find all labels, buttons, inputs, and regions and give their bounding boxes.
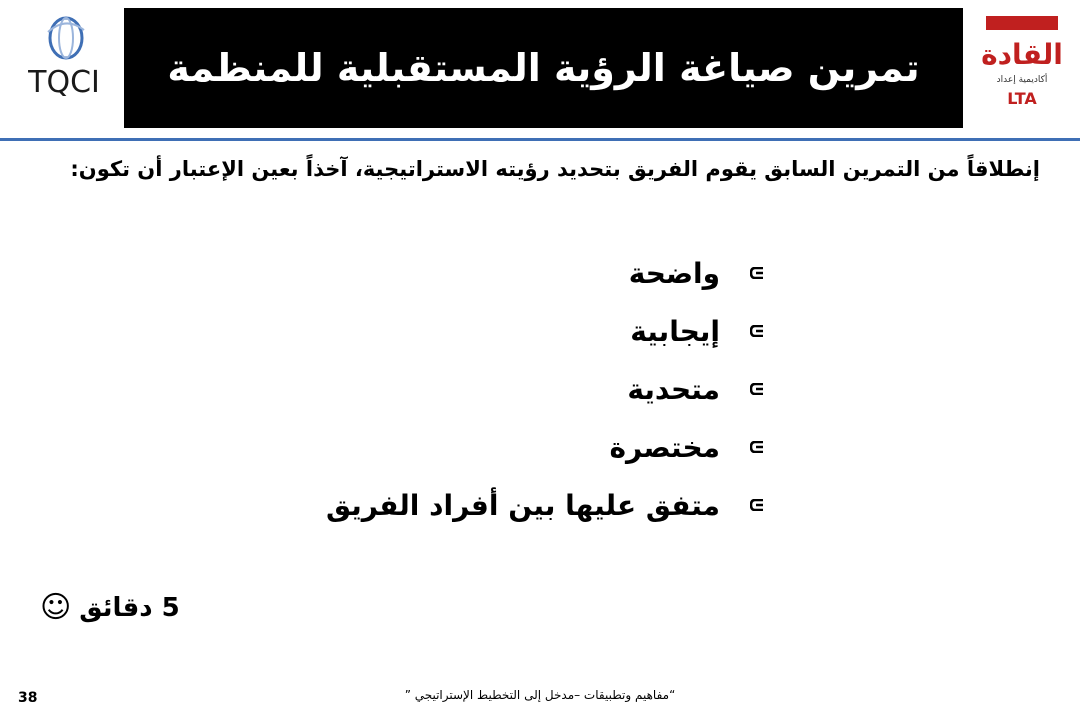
page-number: 38: [18, 690, 38, 706]
lta-logo-subtext: أكاديمية إعداد: [996, 75, 1048, 85]
tqci-logo-text: TQCI: [28, 65, 100, 100]
arrow-bullet-icon: [750, 383, 764, 395]
lta-logo-arabic: القادة: [981, 38, 1063, 71]
list-item-label: متحدية: [627, 372, 720, 406]
lta-logo-abbr: LTA: [1007, 89, 1037, 108]
list-item: [326, 302, 764, 360]
timer-text: 5 دقائق: [79, 592, 180, 623]
lta-logo: [972, 6, 1072, 114]
list-item-label: واضحة: [628, 256, 720, 290]
tqci-logo: [8, 12, 120, 112]
logo-band: [986, 16, 1058, 30]
smiley-icon: ☺: [40, 590, 72, 625]
list-item: [326, 244, 764, 302]
arrow-bullet-icon: [750, 441, 764, 453]
criteria-list: [326, 244, 764, 534]
footer-caption: “مفاهيم وتطبيقات –مدخل إلى التخطيط الإستراتيجي ”: [404, 688, 676, 702]
timer-label: [40, 590, 180, 625]
header-divider: [0, 138, 1080, 141]
arrow-bullet-icon: [750, 325, 764, 337]
list-item: [326, 418, 764, 476]
list-item-label: متفق عليها بين أفراد الفريق: [325, 488, 720, 522]
arrow-bullet-icon: [750, 267, 764, 279]
list-item: [326, 360, 764, 418]
page-title: تمرين صياغة الرؤية المستقبلية للمنظمة: [167, 46, 920, 90]
list-item: [326, 476, 764, 534]
list-item-label: مختصرة: [609, 430, 720, 464]
title-banner: [124, 8, 963, 128]
globe-icon: [48, 18, 84, 58]
arrow-bullet-icon: [750, 499, 764, 511]
intro-paragraph: إنطلاقاً من التمرين السابق يقوم الفريق بتحديد رؤيته الاستراتيجية، آخذاً بعين الإعتبار أن تكون:: [70, 157, 1040, 181]
list-item-label: إيجابية: [630, 314, 720, 348]
